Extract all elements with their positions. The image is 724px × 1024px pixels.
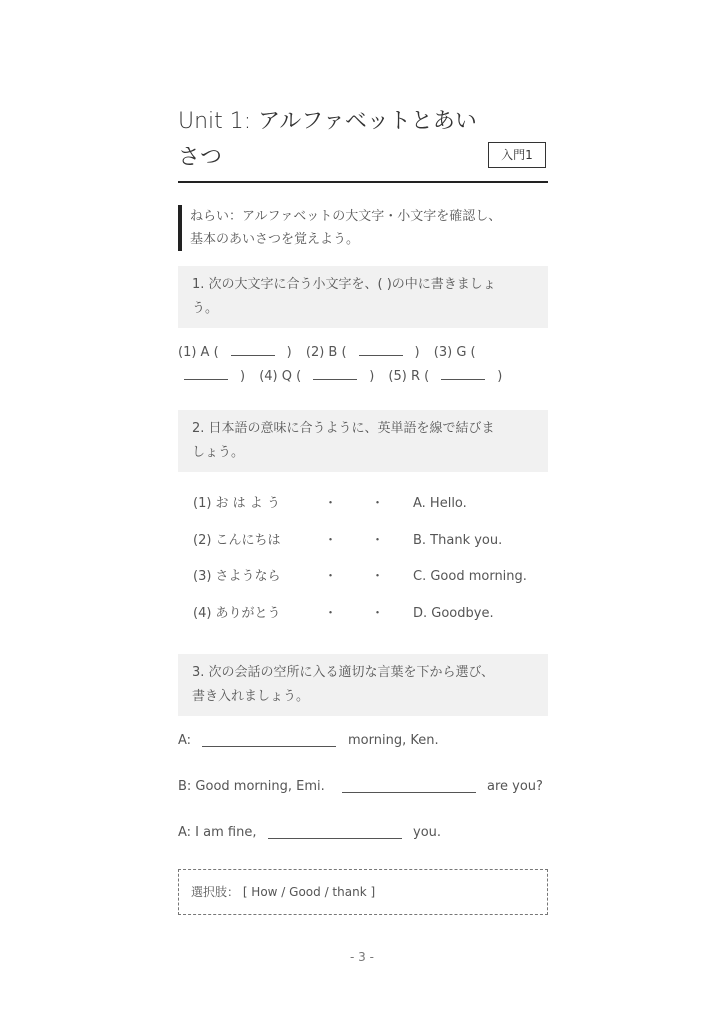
question-2-heading: [178, 410, 548, 472]
q1-item-close: ): [497, 369, 503, 384]
q1-item-1: [178, 341, 292, 365]
answer-blank[interactable]: [359, 341, 403, 356]
dialog-speaker-text: B: Good morning, Emi.: [178, 779, 325, 794]
match-left: (3) さようなら: [193, 569, 281, 584]
q1-item-3-cont: [178, 365, 245, 389]
dialog-line: [178, 729, 439, 753]
question-2-line-1: 2. 日本語の意味に合うように、英単語を線で結びま: [192, 421, 495, 436]
match-row: [193, 492, 553, 516]
dialog-blank[interactable]: [342, 792, 476, 793]
q1-item-close: ): [286, 345, 292, 360]
title-line-1: Unit 1: アルファベットとあい: [178, 109, 477, 134]
level-badge: 入門1: [488, 142, 546, 168]
dialog-line: [178, 821, 442, 845]
q1-item-2: [306, 341, 420, 365]
objective-line-2: 基本のあいさつを覚えよう。: [190, 232, 360, 247]
match-dot-right[interactable]: ・: [371, 569, 385, 584]
match-left: (1) お は よ う: [193, 496, 280, 511]
q1-item-5: [388, 365, 502, 389]
dialog-blank[interactable]: [268, 838, 402, 839]
question-3-line-1: 3. 次の会話の空所に入る適切な言葉を下から選び、: [192, 665, 495, 680]
q1-item-label: (5) R (: [388, 369, 430, 384]
match-dot-right[interactable]: ・: [371, 533, 385, 548]
match-dot-left[interactable]: ・: [324, 569, 338, 584]
answer-blank[interactable]: [184, 365, 228, 380]
match-right: D. Goodbye.: [413, 606, 494, 621]
match-row: [193, 602, 553, 626]
question-3-heading: [178, 654, 548, 716]
match-left: (4) ありがとう: [193, 606, 281, 621]
answer-blank[interactable]: [231, 341, 275, 356]
page-number: - 3 -: [350, 950, 374, 964]
question-1-line-2: う。: [192, 301, 219, 316]
match-dot-left[interactable]: ・: [324, 496, 338, 511]
question-1-line-1: 1. 次の大文字に合う小文字を、( )の中に書きましょ: [192, 277, 496, 292]
match-right: C. Good morning.: [413, 569, 527, 584]
objective-line-1: ねらい：アルファベットの大文字・小文字を確認し、: [190, 209, 502, 224]
q1-item-3: [434, 341, 476, 365]
q1-item-label: (3) G (: [433, 345, 476, 360]
q1-item-close: ): [240, 369, 246, 384]
q1-item-label: (4) Q (: [259, 369, 302, 384]
match-right: A. Hello.: [413, 496, 467, 511]
dialog-line: [178, 775, 543, 799]
match-left: (2) こんにちは: [193, 533, 281, 548]
match-row: [193, 565, 553, 589]
question-1-items: [178, 341, 548, 389]
answer-blank[interactable]: [313, 365, 357, 380]
match-dot-right[interactable]: ・: [371, 496, 385, 511]
dialog-speaker-text: A:: [178, 733, 192, 748]
question-2-line-2: しょう。: [192, 445, 245, 460]
match-dot-right[interactable]: ・: [371, 606, 385, 621]
q1-item-4: [259, 365, 374, 389]
q1-item-close: ): [414, 345, 420, 360]
match-dot-left[interactable]: ・: [324, 606, 338, 621]
dialog-after-text: are you?: [487, 779, 543, 794]
question-1-heading: [178, 266, 548, 328]
page-title: [178, 104, 478, 176]
match-row: [193, 529, 553, 553]
dialog-after-text: you.: [413, 825, 442, 840]
match-right: B. Thank you.: [413, 533, 503, 548]
q1-item-label: (1) A (: [178, 345, 219, 360]
match-dot-left[interactable]: ・: [324, 533, 338, 548]
title-line-2: さつ: [178, 145, 223, 170]
q1-item-close: ): [369, 369, 375, 384]
dialog-blank[interactable]: [202, 746, 336, 747]
q1-item-label: (2) B (: [305, 345, 347, 360]
answer-blank[interactable]: [441, 365, 485, 380]
choices-box: 選択肢： [ How / Good / thank ]: [178, 869, 548, 915]
dialog-after-text: morning, Ken.: [348, 733, 439, 748]
objective-box: [178, 205, 538, 251]
question-3-line-2: 書き入れましょう。: [192, 689, 310, 704]
dialog-speaker-text: A: I am fine,: [178, 825, 257, 840]
title-divider: [178, 181, 548, 183]
